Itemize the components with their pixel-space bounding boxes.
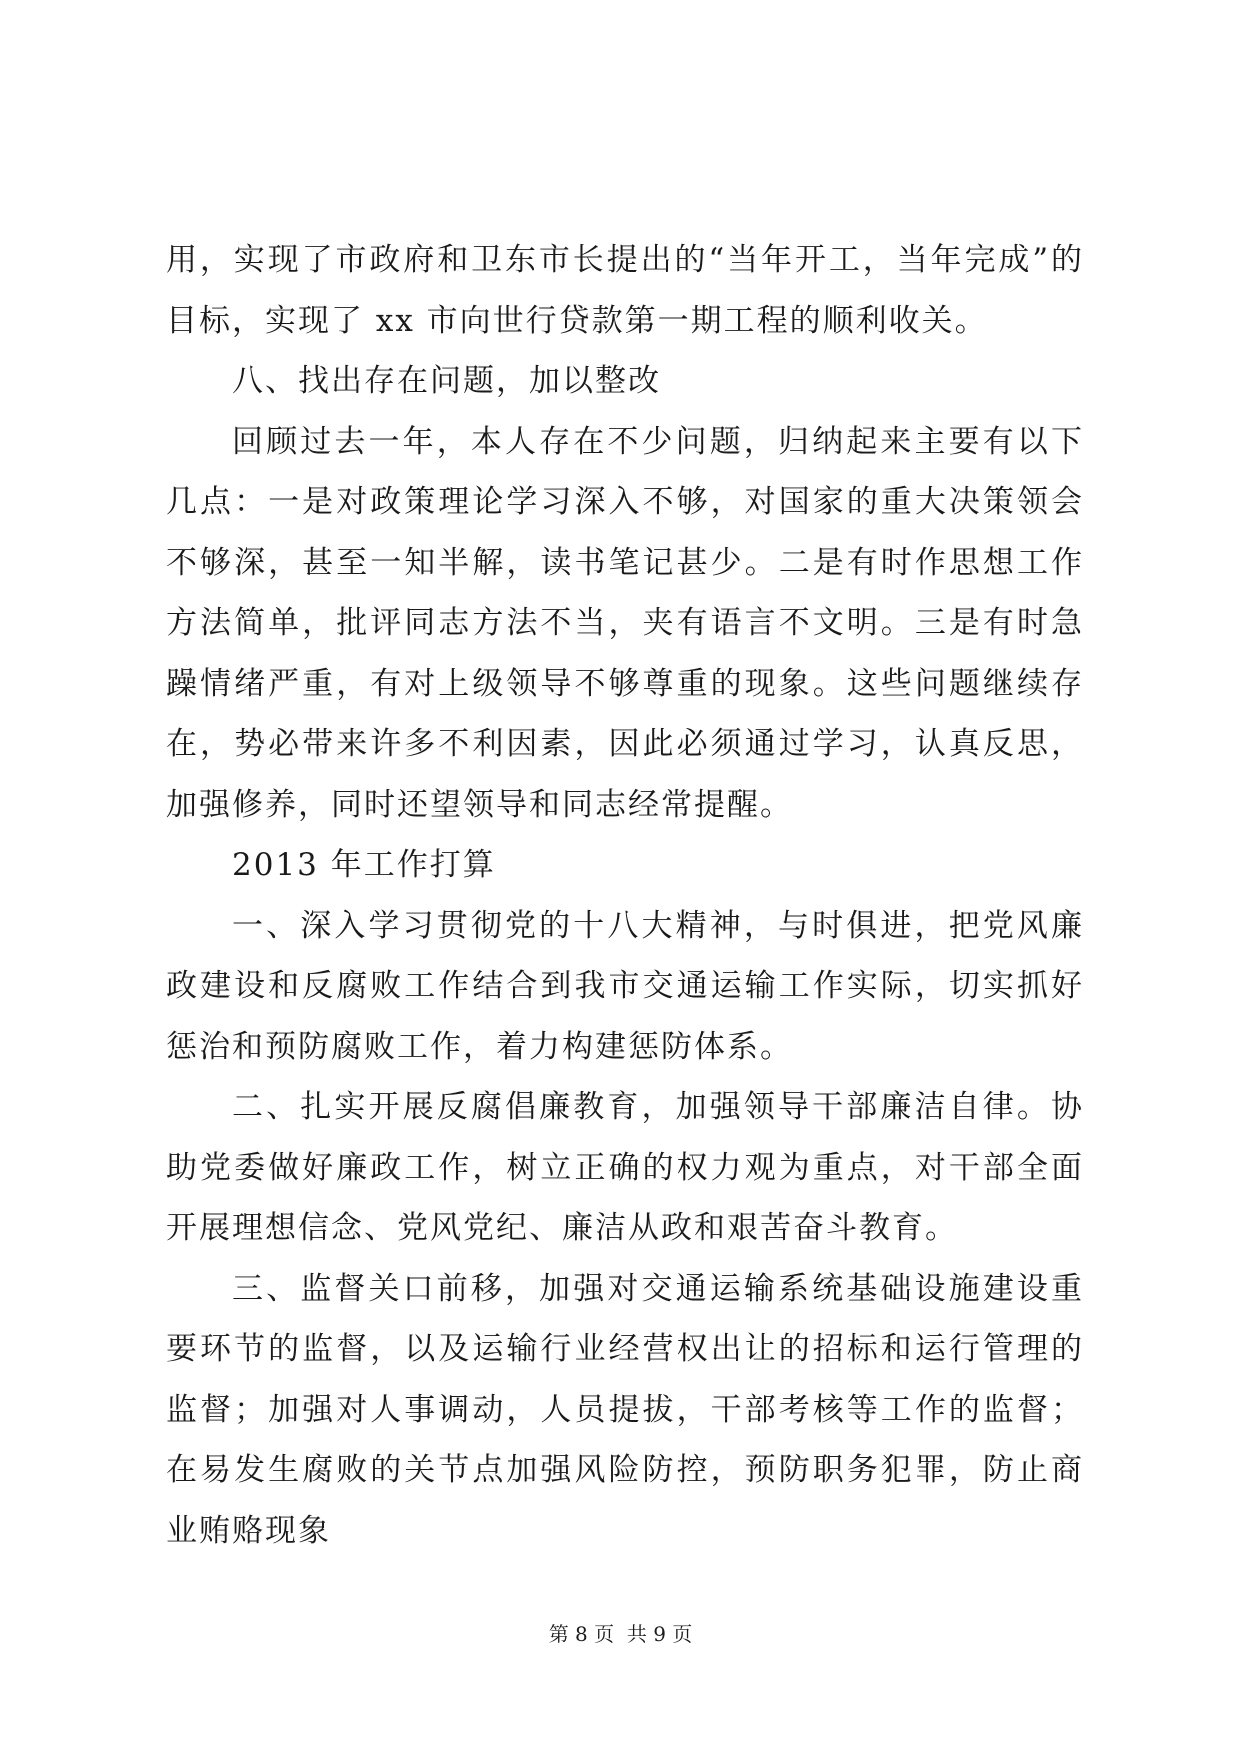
paragraph-3: 回顾过去一年，本人存在不少问题，归纳起来主要有以下几点：一是对政策理论学习深入不够，对国家的重大决策领会不够深，甚至一知半解，读书笔记甚少。二是有时作思想工作方法简单，批评同志方法不当，夹有语言不文明。三是有时急躁情绪严重，有对上级领导不够尊重的现象。这些问题继续存在，势必带来许多不利因素，因此必须通过学习，认真反思，加强修养，同时还望领导和同志经常提醒。 xyxy=(166,423,1084,823)
paragraph-4-heading: 2013 年工作打算 xyxy=(232,847,496,883)
paragraph-2-heading: 八、找出存在问题，加以整改 xyxy=(232,363,661,399)
page-number-label: 第 8 页 共 9 页 xyxy=(548,1622,693,1646)
paragraph-7: 三、监督关口前移，加强对交通运输系统基础设施建设重要环节的监督，以及运输行业经营权出让的招标和运行管理的监督；加强对人事调动，人员提拔，干部考核等工作的监督；在易发生腐败的关节点加强风险防控，预防职务犯罪，防止商业贿赂现象 xyxy=(166,1270,1084,1549)
page-footer xyxy=(0,1622,1241,1646)
paragraph-1: 用，实现了市政府和卫东市长提出的“当年开工，当年完成”的目标，实现了 xx 市向世行贷款第一期工程的顺利收关。 xyxy=(166,242,1084,339)
paragraph-5: 一、深入学习贯彻党的十八大精神，与时俱进，把党风廉政建设和反腐败工作结合到我市交通运输工作实际，切实抓好惩治和预防腐败工作，着力构建惩防体系。 xyxy=(166,907,1084,1065)
paragraph-6: 二、扎实开展反腐倡廉教育，加强领导干部廉洁自律。协助党委做好廉政工作，树立正确的权力观为重点，对干部全面开展理想信念、党风党纪、廉洁从政和艰苦奋斗教育。 xyxy=(166,1089,1084,1246)
document-body xyxy=(166,230,1084,1561)
